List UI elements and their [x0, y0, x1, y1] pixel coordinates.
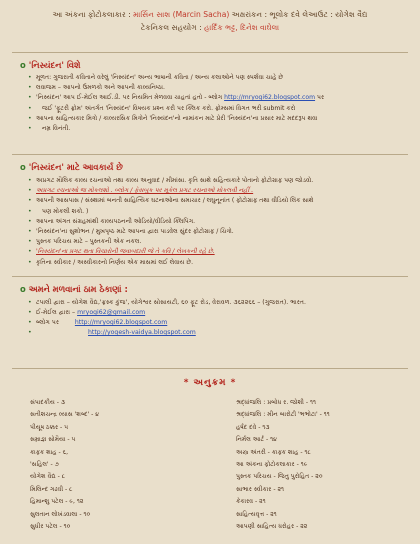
list-item: • આપની આસપાસ / સંસ્થામાં બનતી સાહિત્યિક ઘટનાઓના સમાચાર / લઘુનૂનાંત ( ફોટોગ્રાફ તથા વીડિયો લિંક સાથે	[28, 196, 400, 206]
section-contact-title	[20, 284, 128, 295]
section-divider	[12, 368, 408, 369]
toc-item[interactable]: સમ્રાજ્ઞ સોમૈયા - ૫	[30, 436, 76, 444]
list-item: • પણ મોકલી શકો. )	[28, 207, 400, 217]
blog-row: • બ્લોગ પર http://mryogi62.blogspot.com	[28, 318, 306, 328]
photographer-name: માર્સિન સાશ (Marcin Sacha)	[133, 10, 230, 19]
toc-item[interactable]: આપણી સાહિત્ય ધરોહર - ૨૨	[236, 523, 308, 531]
toc-item[interactable]: સાહિત્યવૃત્ત - ૨૧	[236, 510, 277, 518]
toc-item[interactable]: હર્ષદ દવે - ૧૩	[236, 423, 270, 431]
section-about-title	[20, 60, 80, 71]
list-item: • આપના અંગત સંગ્રહમાંથી કાવ્યપઠનની ઓડિયો/વીડિયો ક્લિપિંગ.	[28, 217, 400, 227]
section-about-title-text: 'નિસ્યંદન' વિશે	[28, 60, 81, 70]
blog-link-2[interactable]: http://yogesh-vaidya.blogspot.com	[88, 329, 196, 336]
toc-item[interactable]: નિર્મલ આર્ટ - ૧૪	[236, 436, 277, 444]
postal-address: • ટપાલી દ્વારા – યોગેશ વૈદ્ય,'ફ્રસ્ક કુંજ', યોગેશ્વર સોસાયટી, ૬૦ ફૂટ રોડ, વેરાવળ. ૩૬૨૨૬૬ – (ગુજરાત). ભારત.	[28, 298, 306, 308]
lettering-layout-credits: અક્ષરાંકન : ભૂલોક દવે લેઆઉટ : યોગેશ વૈદ્ય	[231, 10, 368, 19]
section-welcome-title-text: 'નિસ્યંદન' માટે આવકાર્ય છે	[28, 162, 123, 172]
blog-link[interactable]: http://mryogi62.blogspot.com	[224, 94, 316, 102]
list-item: • 'નિસ્યંદન'ના સુશોભન / મુખપૃષ્ઠ માટે આપના દ્વારા પાડવેલ સુંદર ફોટોગ્રાફ / ચિત્રો.	[28, 227, 400, 237]
list-item: • 'નિસ્યંદન'ના પ્રગટ થતા વિચારોની જવાબદારી જે તે કવિ / લેખકની રહે છે.	[28, 247, 400, 257]
list-item: • અપ્રગટ મૌલિક કાવ્ય રચનાઓ તથા કાવ્ય અનુવાદ / મીમાંસા. કૃતિ સાથે સહિત્યકારે પોતાનો ફોટોગ્રાફ પણ જોડવો.	[28, 176, 400, 186]
list-item: • 'નિસ્યંદન' આપ ઈ-મેઈલ આઈ.ડી. પર નિયમિત મેળવવા ચાહતાં હતો - બ્લોગ http://mryogi62.blogspot.com પર	[28, 93, 400, 103]
list-item: • લવાજમ – આપનો ઉમળકો અને આપની કાવ્યનિષ્ઠા.	[28, 83, 400, 93]
section-divider	[12, 154, 408, 155]
toc-title: * અનુક્રમ *	[183, 378, 237, 388]
blog-row-2	[28, 328, 306, 338]
list-item: • નમ્ર વિનંતી.	[28, 124, 400, 134]
toc-item[interactable]: સુધીર પટેલ - ૧૦	[30, 523, 71, 531]
header-divider	[12, 52, 408, 53]
technical-support-names: હાર્દિક ભટ્ટ, દિનેશ વાઘેલા	[204, 23, 280, 32]
circle-bullet-icon: o	[20, 60, 26, 70]
email-link[interactable]: mryogi62@gmail.com	[77, 309, 146, 316]
email-row: • ઈ-મેઈલ દ્વારા – mryogi62@gmail.com	[28, 308, 306, 318]
list-item: • અપ્રગટ રચનાઓ જ મોકલશો . બ્લોગ / ફેસબુક પર મૂકેલ પ્રગટ રચનાઓ મોકલવી નહીં .	[28, 186, 400, 196]
photographer-label: આ અંકના ફોટોકલાકાર :	[52, 10, 131, 19]
toc-right-column	[236, 397, 330, 533]
technical-support-label: ટેકનિકલ સહયોગ :	[140, 23, 202, 32]
section-contact-title-text: અમને મળવાનાં ઠામ ઠેકાણાં :	[28, 284, 128, 294]
list-item: • પુસ્તક પરિચય માટે – પુસ્તકની એક નકલ.	[28, 237, 400, 247]
toc-item[interactable]: આ અંકના ફોટોકલાકાર - ૧૯	[236, 461, 308, 469]
toc-item[interactable]: સુલતાન લોખંડવાલા - ૧૦	[30, 510, 91, 518]
list-item: • જઈ 'ફૂટરી ફ્રોમ' અંતર્ગત 'નિસ્યંદન' વિષયક પ્રશ્ન કરી પર ક્લિક કરો. ફ્રોમ્સમાં વિગત ભરી submit કરો	[28, 104, 400, 114]
list-item: • કૃતિના સ્વીકાર / અસ્વીકારનો નિર્ણય એક માસમાં લઈ લેવાય છે.	[28, 258, 400, 268]
toc-item[interactable]: પુસ્તક પરિચય - જિતુ પુરોહિત - ૨૦	[236, 473, 323, 481]
section-about-list	[28, 73, 400, 134]
toc-item[interactable]: કેકારવ - ૨૧	[236, 498, 266, 506]
toc-item[interactable]: અસ્ત્ર અંતરી - કાફ્ક શાહ - ૧૮	[236, 448, 311, 456]
blog-link-1[interactable]: http://mryogi62.blogspot.com	[74, 319, 168, 326]
toc-item[interactable]: શ્રદ્ધાંજલિ : મીન બારોટી 'ભભોટા' - ૧૧	[236, 411, 330, 419]
toc-item[interactable]: યોગેશ વૈદ્ય - ૮	[30, 473, 66, 481]
credits-line-1	[10, 8, 410, 21]
credits-line-2	[10, 21, 410, 34]
section-divider	[12, 276, 408, 277]
circle-bullet-icon: o	[20, 162, 26, 172]
list-item: • મૂળત: ગુજરાતી કવિતાને વરેલું 'નિસ્યંદન' અન્ય ભાષાની કવિતા / અન્ય કલાઓને પણ સ્પર્શવા ચાહે છે	[28, 73, 400, 83]
toc-item[interactable]: પીયૂષ ઠક્કર - ૫	[30, 423, 69, 431]
contact-list	[28, 298, 306, 338]
toc-item[interactable]: શ્રદ્ધાંજલિ : પ્રબોધ ર. જોશી - ૧૧	[236, 399, 316, 406]
toc-item[interactable]: કાફ્ક શાહ - ૬,	[30, 448, 69, 456]
circle-bullet-icon: o	[20, 284, 26, 294]
credits-header	[10, 8, 410, 52]
toc-item[interactable]: સતીશચન્દ્ર વ્યાસ 'શબ્દ' - ૪	[30, 411, 100, 419]
toc-item[interactable]: મિલિન્દ ગઢવી - ૮	[30, 485, 73, 493]
section-welcome-title	[20, 162, 123, 173]
toc-left-column	[30, 397, 99, 533]
toc-item[interactable]: 'સહિલ' - ૭	[30, 461, 59, 469]
section-welcome-list	[28, 176, 400, 268]
list-item: • આપના સાહિત્યકાર મિત્રો / કાવ્યરસિક મિત્રોને 'નિસ્યંદન'નો નામાંકન માટે પ્રેરી 'નિસ્યંદન'ના પ્રસાર માટે મદદરૂપ થવા	[28, 114, 400, 124]
toc-item[interactable]: હિમાન્શુ પટેલ - ૯, ૧૨	[30, 498, 84, 506]
toc-item[interactable]: સંપાદકીય - ૩	[30, 399, 65, 406]
toc-item[interactable]: સાભાર સ્વીકાર - ૨૧	[236, 485, 285, 493]
